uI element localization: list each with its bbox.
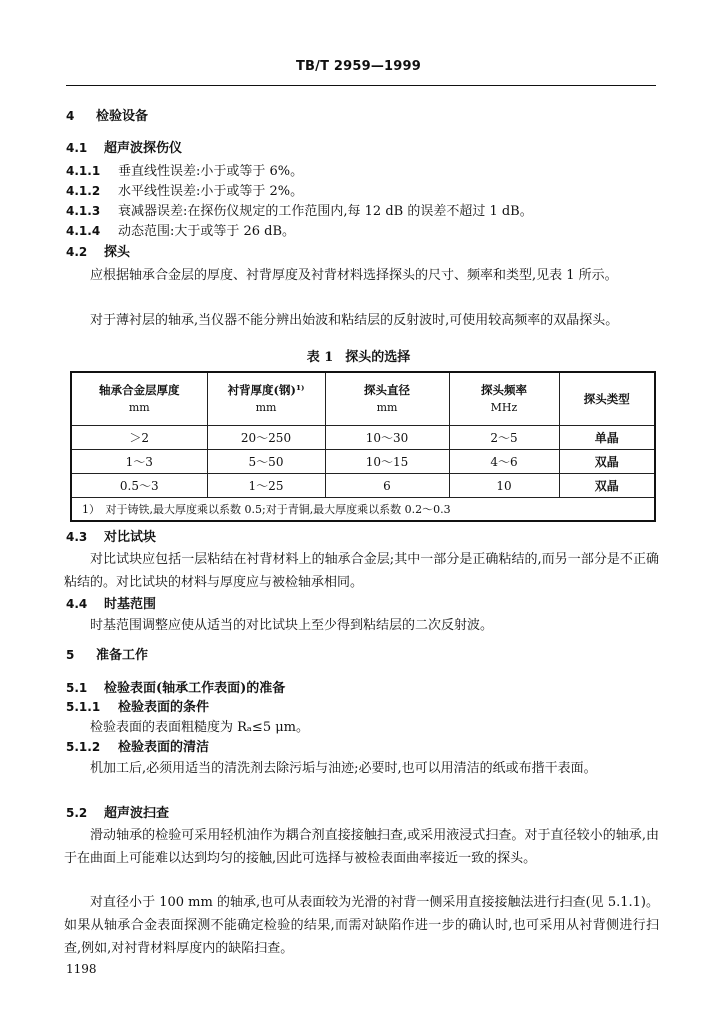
table-cell: 双晶 <box>559 450 655 474</box>
paragraph-4-3: 对比试块应包括一层粘结在衬背材料上的轴承合金层;其中一部分是正确粘结的,而另一部分是不正确粘结的。对比试块的材料与厚度应与被检轴承相同。 <box>64 552 659 590</box>
header-backing-thickness: 衬背厚度(钢)¹⁾ mm <box>207 372 325 426</box>
header-probe-type: 探头类型 <box>559 372 655 426</box>
paragraph-5-2-a: 滑动轴承的检验可采用轻机油作为耦合剂直接接触扫查,或采用液浸式扫查。对于直径较小的轴承,由于在曲面上可能难以达到均匀的接触,因此可选择与被检表面曲率接近一致的探头。 <box>64 828 659 866</box>
table-footnote: 1） 对于铸铁,最大厚度乘以系数 0.5;对于青铜,最大厚度乘以系数 0.2～0.3 <box>71 498 655 522</box>
table-cell: 10 <box>449 474 559 498</box>
section-4-2-heading <box>66 246 130 259</box>
table-caption-title: 探头的选择 <box>345 350 411 365</box>
table-cell: 0.5～3 <box>71 474 207 498</box>
clause-4-1-4 <box>66 225 295 238</box>
table-caption <box>0 351 717 364</box>
table-cell: 4～6 <box>449 450 559 474</box>
paragraph-5-1-1: 检验表面的表面粗糙度为 Rₐ≤5 μm。 <box>90 720 310 735</box>
section-4-4-heading <box>66 598 156 611</box>
section-number: 5.1.1 <box>66 700 101 714</box>
table-row <box>71 450 655 474</box>
table-cell: 10～30 <box>325 426 449 450</box>
section-5-1-2-heading <box>66 741 209 754</box>
clause-number: 4.1.1 <box>66 164 101 178</box>
clause-number: 4.1.3 <box>66 204 101 218</box>
paragraph-5-2-b: 对直径小于 100 mm 的轴承,也可从表面较为光滑的衬背一侧采用直接接触法进行扫查(见 5.1.1)。如果从轴承合金表面探测不能确定检验的结果,而需对缺陷作进一步的确认时,也可采用从衬背侧进行扫查,例如,对衬背材料厚度内的缺陷扫查。 <box>64 895 659 956</box>
section-title: 超声波探伤仪 <box>104 141 183 156</box>
table-cell: ＞2 <box>71 426 207 450</box>
page-header-standard-code: TB/T 2959—1999 <box>295 59 422 74</box>
section-5-1-1-heading <box>66 701 209 714</box>
section-number: 4.3 <box>66 530 88 544</box>
paragraph-5-1-2: 机加工后,必须用适当的清洗剂去除污垢与油迹;必要时,也可以用清洁的纸或布揩干表面。 <box>90 761 597 776</box>
table-cell: 单晶 <box>559 426 655 450</box>
clause-text: 垂直线性误差:小于或等于 6%。 <box>118 164 304 179</box>
section-5-2-heading <box>66 807 169 820</box>
page-number: 1198 <box>66 962 97 976</box>
section-title: 探头 <box>104 245 131 260</box>
table-header-row <box>71 372 655 426</box>
header-rule <box>66 85 656 86</box>
section-title: 检验设备 <box>96 109 149 124</box>
clause-text: 动态范围:大于或等于 26 dB。 <box>118 224 296 239</box>
table-cell: 1～25 <box>207 474 325 498</box>
section-4-1-heading <box>66 142 182 155</box>
table-caption-number: 表 1 <box>306 350 334 365</box>
table-cell: 1～3 <box>71 450 207 474</box>
section-number: 5.1 <box>66 681 88 695</box>
section-number: 5 <box>66 648 75 662</box>
section-number: 4.4 <box>66 597 88 611</box>
table-cell: 2～5 <box>449 426 559 450</box>
section-title: 准备工作 <box>96 648 149 663</box>
clause-number: 4.1.4 <box>66 224 101 238</box>
table-cell: 20～250 <box>207 426 325 450</box>
table-row <box>71 474 655 498</box>
section-title: 超声波扫查 <box>104 806 170 821</box>
section-5-1-heading <box>66 682 285 695</box>
clause-text: 水平线性误差:小于或等于 2%。 <box>118 184 304 199</box>
header-alloy-thickness: 轴承合金层厚度 mm <box>71 372 207 426</box>
header-probe-frequency: 探头频率 MHz <box>449 372 559 426</box>
clause-4-1-3 <box>66 205 533 218</box>
section-number: 4.2 <box>66 245 88 259</box>
section-title: 检验表面的清洁 <box>118 740 210 755</box>
table-note-row <box>71 498 655 522</box>
paragraph-4-2-a: 应根据轴承合金层的厚度、衬背厚度及衬背材料选择探头的尺寸、频率和类型,见表 1 所示。 <box>90 268 618 283</box>
header-probe-diameter: 探头直径 mm <box>325 372 449 426</box>
paragraph-4-4: 时基范围调整应使从适当的对比试块上至少得到粘结层的二次反射波。 <box>90 618 494 633</box>
section-title: 检验表面的条件 <box>118 700 210 715</box>
table-cell: 5～50 <box>207 450 325 474</box>
section-5-heading <box>66 649 148 662</box>
clause-number: 4.1.2 <box>66 184 101 198</box>
table-cell: 10～15 <box>325 450 449 474</box>
section-number: 5.1.2 <box>66 740 101 754</box>
clause-text: 衰减器误差:在探伤仪规定的工作范围内,每 12 dB 的误差不超过 1 dB。 <box>118 204 533 219</box>
section-4-heading <box>66 110 148 123</box>
section-number: 5.2 <box>66 806 88 820</box>
table-cell: 双晶 <box>559 474 655 498</box>
table-cell: 6 <box>325 474 449 498</box>
paragraph-4-2-b: 对于薄衬层的轴承,当仪器不能分辨出始波和粘结层的反射波时,可使用较高频率的双晶探头。 <box>90 313 619 328</box>
clause-4-1-1 <box>66 165 303 178</box>
section-number: 4.1 <box>66 141 88 155</box>
section-title: 检验表面(轴承工作表面)的准备 <box>104 681 286 696</box>
table-row <box>71 426 655 450</box>
section-title: 对比试块 <box>104 530 157 545</box>
section-number: 4 <box>66 109 75 123</box>
section-4-3-heading <box>66 531 156 544</box>
clause-4-1-2 <box>66 185 303 198</box>
section-title: 时基范围 <box>104 597 157 612</box>
probe-selection-table <box>70 371 656 522</box>
